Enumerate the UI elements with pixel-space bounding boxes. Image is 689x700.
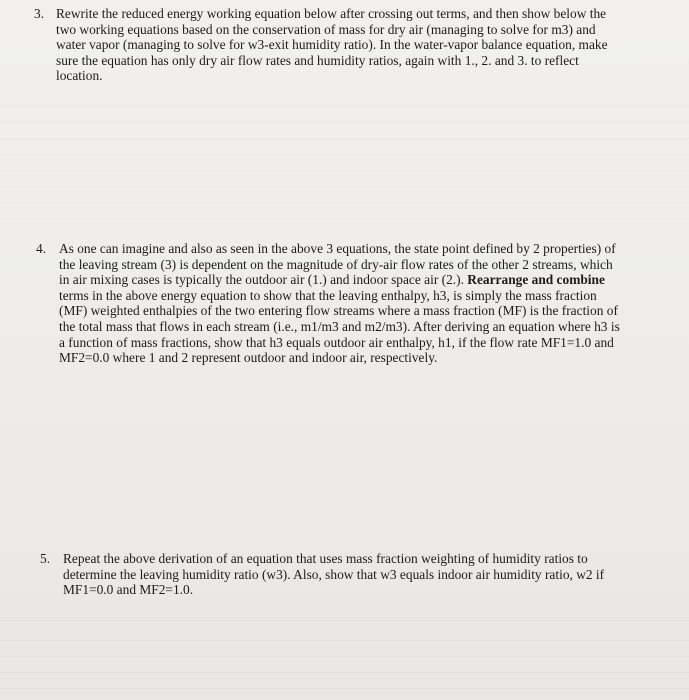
question-number: 3. bbox=[34, 6, 45, 21]
question-text: As one can imagine and also as seen in the above 3 equations, the state point defined by 2 properties) of the leaving stream (3) is dependent on the magnitude of dry-air flow rates of the other 2 streams, which in air mixing cases is typically the outdoor air (1.) and indoor space air (2.). Rearrange and combine terms in the above energy equation to show that the leaving enthalpy, h3, is simply the mass fraction (MF) weighted enthalpies of the two entering flow streams where a mass fraction (MF) is the fraction of the total mass that flows in each stream (i.e., m1/m3 and m2/m3). After deriving an equation where h3 is a function of mass fractions, show that h3 equals outdoor air enthalpy, h1, if the flow rate MF1=1.0 and MF2=0.0 where 1 and 2 represent outdoor and indoor air, respectively. bbox=[59, 241, 620, 366]
question-text: Repeat the above derivation of an equation that uses mass fraction weighting of humidity ratios to determine the leaving humidity ratio (w3). Also, show that w3 equals indoor air humidity ratio, w2 if MF1=0.0 and MF2=1.0. bbox=[63, 551, 605, 598]
question-number: 4. bbox=[36, 241, 47, 256]
question-number: 5. bbox=[40, 551, 51, 566]
emphasis-text: Rearrange and combine bbox=[467, 272, 605, 288]
question-text: Rewrite the reduced energy working equation below after crossing out terms, and then show below the two working equations based on the conservation of mass for dry air (managing to solve for m3) and water vapor (managing to solve for w3-exit humidity ratio). In the water-vapor balance equation, make sure the equation has only dry air flow rates and humidity ratios, again with 1., 2. and 3. to reflect location. bbox=[56, 6, 608, 84]
